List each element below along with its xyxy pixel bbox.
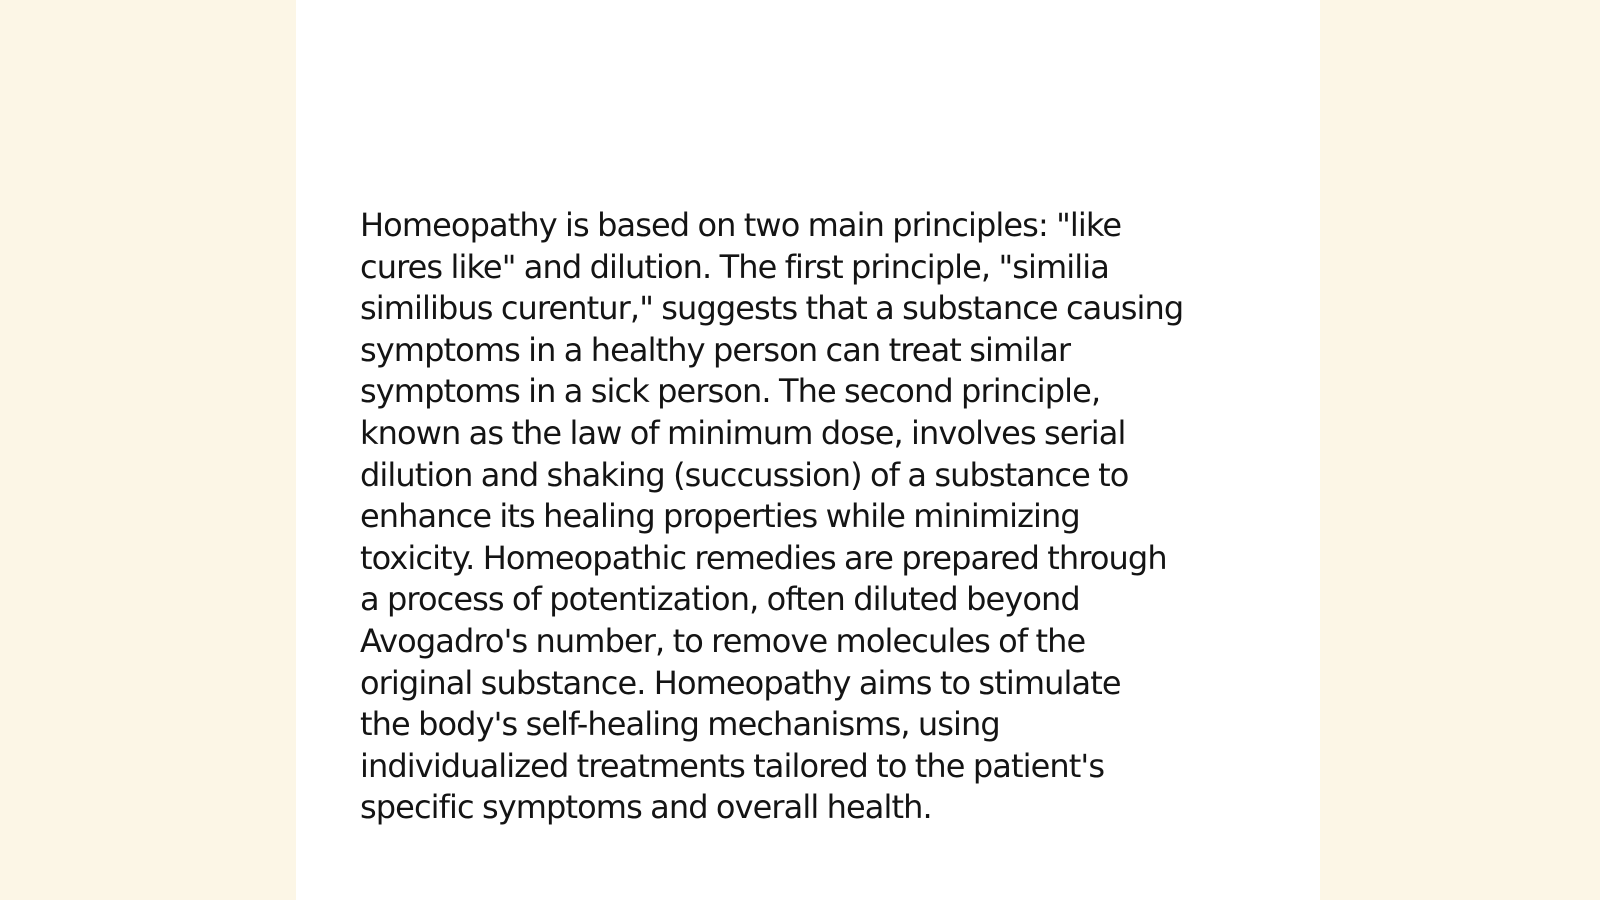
content-panel — [296, 0, 1320, 900]
body-paragraph: Homeopathy is based on two main principles: "like cures like" and dilution. The first principle, "similia similibus curentur," suggests that a substance causing symptoms in a healthy person can treat similar symptoms in a sick person. The second principle, known as the law of minimum dose, involves serial dilution and shaking (succussion) of a substance to enhance its healing properties while minimizing toxicity. Homeopathic remedies are prepared through a process of potentization, often diluted beyond Avogadro's number, to remove molecules of the original substance. Homeopathy aims to stimulate the body's self-healing mechanisms, using individualized treatments tailored to the patient's specific symptoms and overall health. — [360, 206, 1184, 827]
